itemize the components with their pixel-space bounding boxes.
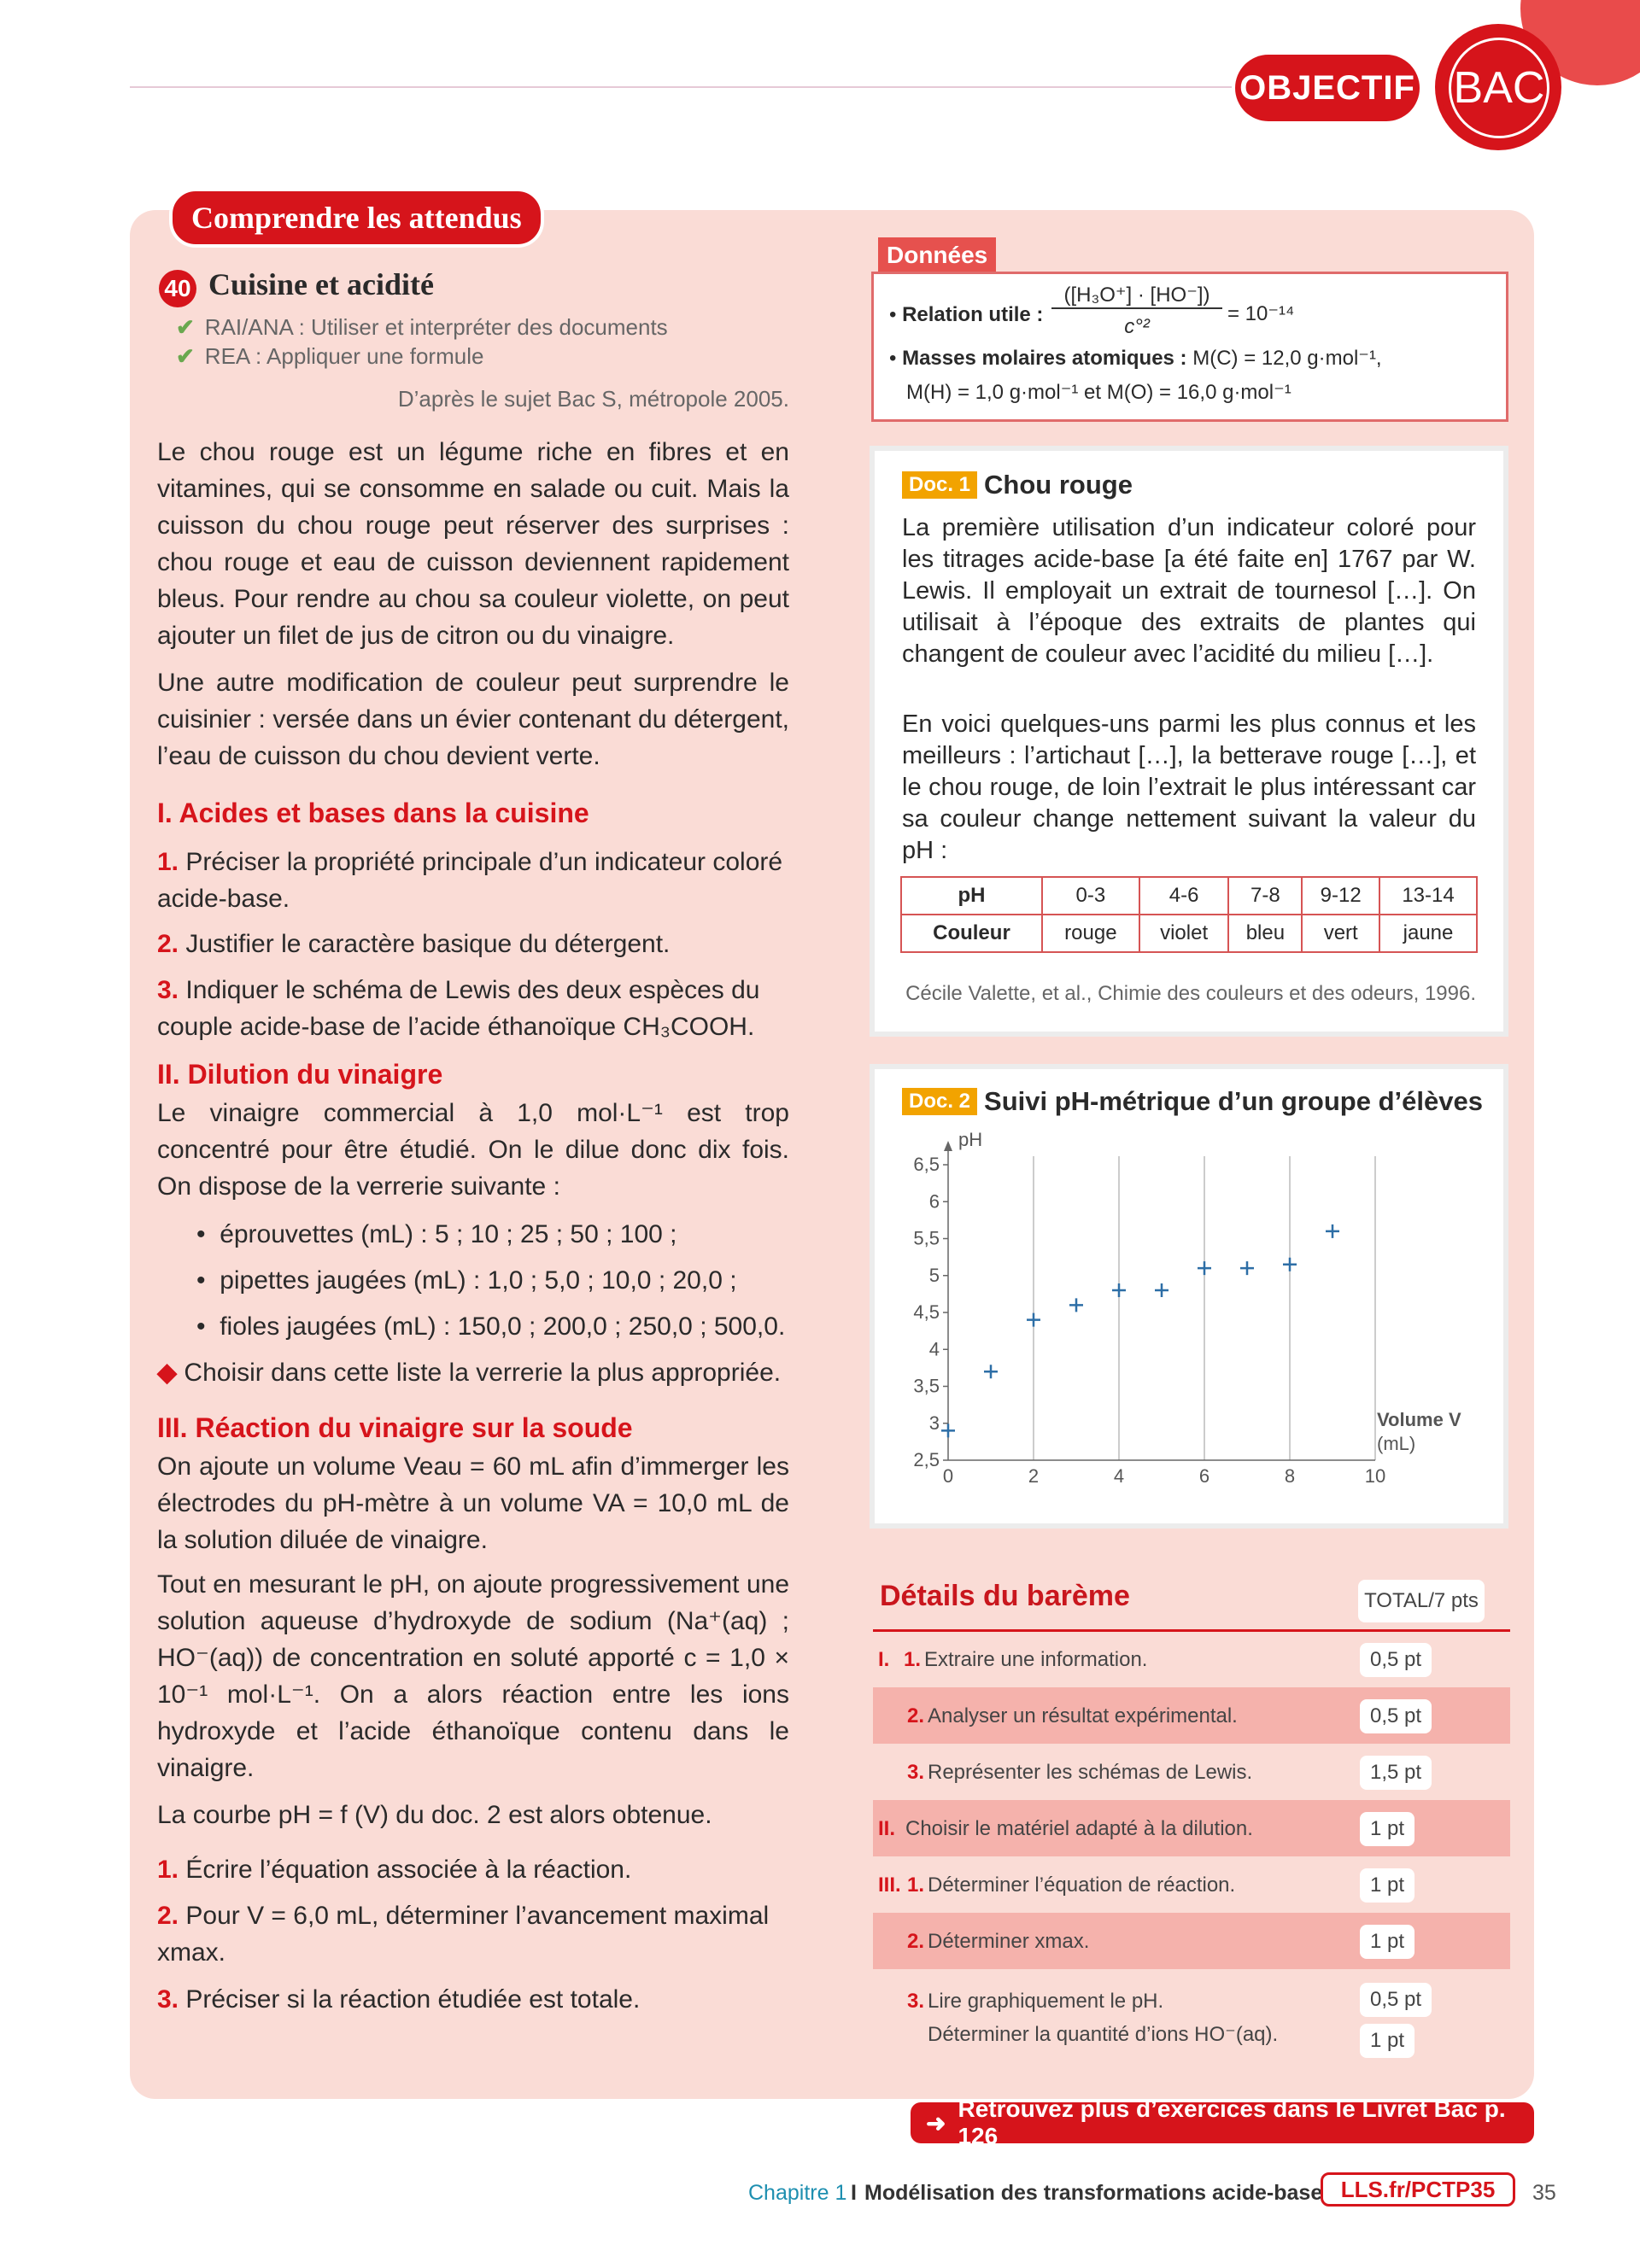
x-tick-label: 6 xyxy=(1198,1465,1210,1487)
data-point xyxy=(941,1423,955,1437)
part3-text-2: Tout en mesurant le pH, on ajoute progressivement une solution aqueuse d’hydroxyde de sodium (Na⁺(aq) ; HO⁻(aq)) de concentration en soluté apporté c = 1,0 × 10⁻¹ mol·L⁻¹. On a alors réaction entre les ions hydroxyde et l’acide éthanoïque contenu dans le vinaigre. xyxy=(157,1570,789,1782)
skill-item: ✔ REA : Appliquer une formule xyxy=(176,343,484,369)
glassware-item: • éprouvettes (mL) : 5 ; 10 ; 25 ; 50 ; 100 ; xyxy=(196,1220,677,1248)
y-tick-label: 3 xyxy=(928,1412,940,1434)
more-exercises-link[interactable]: ➜ Retrouvez plus d’exercices dans le Livret Bac p. 126 xyxy=(911,2102,1534,2143)
y-tick-label: 2,5 xyxy=(913,1449,940,1470)
part1-question-3: 3. Indiquer le schéma de Lewis des deux espèces du couple acide-base de l’acide éthanoïque CH₃COOH. xyxy=(157,976,760,1041)
objectif-badge: OBJECTIF xyxy=(1235,55,1420,121)
masses-line-2: M(H) = 1,0 g·mol⁻¹ et M(O) = 16,0 g·mol⁻¹ xyxy=(906,381,1292,404)
table-cell: violet xyxy=(1139,915,1229,952)
intro-paragraph-1: Le chou rouge est un légume riche en fibres et en vitamines, qui se consomme en salade ou cuit. Mais la cuisson du chou rouge peut réserver des surprises : chou rouge et eau de cuisson deviennent rapidement bleus. Pour rendre au chou sa couleur violette, on peut ajouter un filet de jus de citron ou du vinaigre. xyxy=(157,438,789,650)
table-cell: jaune xyxy=(1379,915,1477,952)
part3-question-1: 1. Écrire l’équation associée à la réaction. xyxy=(157,1856,632,1884)
data-point xyxy=(1069,1298,1083,1312)
footer-link[interactable]: LLS.fr/PCTP35 xyxy=(1321,2172,1515,2207)
x-tick-label: 8 xyxy=(1284,1465,1296,1487)
data-point xyxy=(1198,1261,1211,1275)
doc2-title: Suivi pH-métrique d’un groupe d’élèves xyxy=(984,1086,1483,1116)
points-badge: 1 pt xyxy=(1360,1868,1414,1903)
doc1-box xyxy=(875,451,1503,1032)
doc1-paragraph-2: En voici quelques-uns parmi les plus connus et les meilleurs : l’artichaut […], la betterave rouge […], et le chou rouge, de loin l’extrait le plus intéressant car sa couleur change nettement suivant la valeur du pH : xyxy=(902,710,1476,864)
footer-separator: I xyxy=(851,2181,857,2205)
donnees-label: Données xyxy=(878,237,996,273)
skill-item: ✔ RAI/ANA : Utiliser et interpréter des documents xyxy=(176,314,668,340)
part2-task: ◆ Choisir dans cette liste la verrerie la plus appropriée. xyxy=(157,1359,782,1387)
donnees-box xyxy=(871,272,1508,422)
relation-numerator: ([H₃O⁺] · [HO⁻]) xyxy=(1051,283,1222,309)
bareme-row: 2. Déterminer xmax. 1 pt xyxy=(873,1913,1510,1969)
y-tick-label: 4,5 xyxy=(913,1301,940,1323)
table-header: pH xyxy=(901,877,1042,915)
doc2-box xyxy=(875,1069,1503,1523)
part3-text-3: La courbe pH = f (V) du doc. 2 est alors obtenue. xyxy=(157,1801,712,1829)
glassware-item: • fioles jaugées (mL) : 150,0 ; 200,0 ; 250,0 ; 500,0. xyxy=(196,1312,786,1341)
data-point xyxy=(1155,1283,1168,1297)
part2-text: Le vinaigre commercial à 1,0 mol·L⁻¹ est trop concentré pour être étudié. On le dilue donc dix fois. On dispose de la verrerie suivante : xyxy=(157,1099,789,1201)
header-rule xyxy=(130,86,1232,88)
y-tick-label: 5,5 xyxy=(913,1227,940,1249)
exercise-number: 40 xyxy=(159,270,196,307)
table-header: Couleur xyxy=(901,915,1042,952)
points-badge: 0,5 pt xyxy=(1360,1983,1432,2017)
data-point xyxy=(1112,1283,1126,1297)
part2-heading: II. Dilution du vinaigre xyxy=(157,1059,443,1090)
table-cell: 4-6 xyxy=(1139,877,1229,915)
arrow-right-icon: ➜ xyxy=(926,2109,946,2136)
y-tick-label: 3,5 xyxy=(913,1375,940,1397)
points-badge: 1,5 pt xyxy=(1360,1756,1432,1790)
data-point xyxy=(984,1365,998,1378)
bareme-row: 2. Analyser un résultat expérimental. 0,5 pt xyxy=(873,1687,1510,1744)
x-tick-label: 0 xyxy=(942,1465,954,1487)
bareme-row: I. 1. Extraire une information. 0,5 pt xyxy=(873,1631,1510,1687)
intro-paragraph-2: Une autre modification de couleur peut surprendre le cuisinier : versée dans un évier contenant du détergent, l’eau de cuisson du chou devient verte. xyxy=(157,669,789,770)
bareme-row: III. 1. Déterminer l’équation de réaction. 1 pt xyxy=(873,1856,1510,1913)
table-cell: vert xyxy=(1302,915,1379,952)
table-cell: 13-14 xyxy=(1379,877,1477,915)
footer-chapter: Chapitre 1 xyxy=(748,2181,847,2205)
y-axis-arrow xyxy=(944,1141,952,1151)
check-icon: ✔ xyxy=(176,314,195,340)
part1-heading: I. Acides et bases dans la cuisine xyxy=(157,798,589,828)
bareme-row: 3. Lire graphiquement le pH. Déterminer la quantité d’ions HO⁻(aq). 0,5 pt 1 pt xyxy=(873,1969,1510,2063)
relation-line: • Relation utile : xyxy=(889,303,1044,326)
bareme-title: Détails du barème xyxy=(880,1580,1130,1612)
glassware-item: • pipettes jaugées (mL) : 1,0 ; 5,0 ; 10,0 ; 20,0 ; xyxy=(196,1266,737,1295)
bareme-total: TOTAL/7 pts xyxy=(1358,1580,1485,1622)
exercise-source: D’après le sujet Bac S, métropole 2005. xyxy=(397,386,789,412)
doc2-label: Doc. 2 xyxy=(902,1088,977,1115)
chart-x-label: Volume V xyxy=(1377,1409,1461,1430)
data-point xyxy=(1283,1258,1297,1271)
points-badge: 0,5 pt xyxy=(1360,1643,1432,1677)
table-cell: bleu xyxy=(1228,915,1302,952)
masses-line: • Masses molaires atomiques : M(C) = 12,0 g·mol⁻¹, xyxy=(889,347,1382,370)
bac-seal-text: BAC xyxy=(1449,38,1549,138)
table-row xyxy=(901,915,1477,952)
diamond-bullet-icon: ◆ xyxy=(157,1359,178,1387)
doc1-title: Chou rouge xyxy=(984,470,1133,500)
ph-chart xyxy=(875,1069,1503,1523)
page-number: 35 xyxy=(1532,2181,1556,2205)
table-row xyxy=(901,877,1477,915)
relation-value: = 10⁻¹⁴ xyxy=(1227,302,1295,325)
points-badge: 1 pt xyxy=(1360,1812,1414,1846)
chart-x-label-unit: (mL) xyxy=(1377,1433,1416,1454)
y-tick-label: 5 xyxy=(928,1264,940,1286)
table-cell: rouge xyxy=(1042,915,1139,952)
bareme-row: II. Choisir le matériel adapté à la dilution. 1 pt xyxy=(873,1800,1510,1856)
doc1-paragraph-1: La première utilisation d’un indicateur coloré pour les titrages acide-base [a été faite en] 1767 par W. Lewis. Il employait un extrait de tournesol […]. On utilisait à l’époque des extraits de plantes qui changent de couleur avec l’acidité du milieu […]. xyxy=(902,514,1476,668)
x-tick-label: 10 xyxy=(1364,1465,1386,1487)
part3-question-2: 2. Pour V = 6,0 mL, déterminer l’avancement maximal xmax. xyxy=(157,1902,770,1967)
part3-text-1: On ajoute un volume Veau = 60 mL afin d’immerger les électrodes du pH-mètre à un volume VA = 10,0 mL de la solution diluée de vinaigre. xyxy=(157,1453,789,1554)
x-tick-label: 2 xyxy=(1028,1465,1040,1487)
part3-heading: III. Réaction du vinaigre sur la soude xyxy=(157,1412,633,1443)
part1-question-2: 2. Justifier le caractère basique du détergent. xyxy=(157,930,671,958)
doc1-label: Doc. 1 xyxy=(902,471,977,499)
section-tab: Comprendre les attendus xyxy=(169,188,544,248)
data-point xyxy=(1027,1313,1040,1327)
check-icon: ✔ xyxy=(176,343,195,369)
data-point xyxy=(1240,1261,1254,1275)
points-badge: 1 pt xyxy=(1360,2024,1414,2058)
y-tick-label: 6 xyxy=(928,1190,940,1213)
table-cell: 0-3 xyxy=(1042,877,1139,915)
data-point xyxy=(1326,1225,1339,1238)
points-badge: 0,5 pt xyxy=(1360,1699,1432,1733)
points-badge: 1 pt xyxy=(1360,1925,1414,1959)
table-cell: 7-8 xyxy=(1228,877,1302,915)
chart-y-label: pH xyxy=(958,1129,983,1150)
table-cell: 9-12 xyxy=(1302,877,1379,915)
bareme-row: 3. Représenter les schémas de Lewis. 1,5 pt xyxy=(873,1744,1510,1800)
doc1-citation: Cécile Valette, et al., Chimie des couleurs et des odeurs, 1996. xyxy=(905,982,1476,1005)
y-tick-label: 4 xyxy=(928,1338,940,1360)
footer-title: Modélisation des transformations acide-base xyxy=(864,2181,1323,2205)
ph-color-table xyxy=(900,876,1478,953)
part1-question-1: 1. Préciser la propriété principale d’un indicateur coloré acide-base. xyxy=(157,848,783,913)
x-tick-label: 4 xyxy=(1113,1465,1125,1487)
relation-denominator: c°² xyxy=(1124,315,1150,338)
exercise-title: Cuisine et acidité xyxy=(208,267,434,301)
part3-question-3: 3. Préciser si la réaction étudiée est totale. xyxy=(157,1985,641,2014)
y-tick-label: 6,5 xyxy=(913,1154,940,1175)
